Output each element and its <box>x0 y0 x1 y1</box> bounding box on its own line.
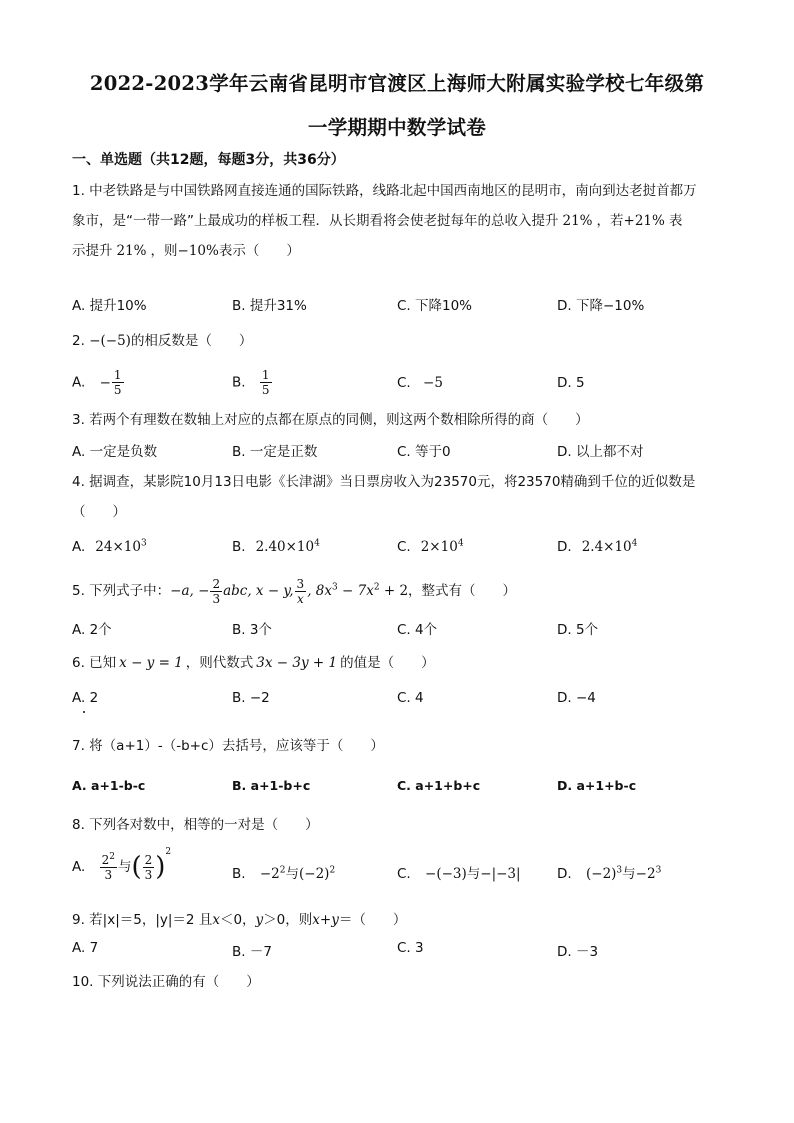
question-10: 10. 下列说法正确的有（ ） <box>72 974 260 990</box>
option-a[interactable]: A. 一定是负数 <box>72 444 158 460</box>
option-a[interactable]: A. $\frac{2^2}{3}$ 与( $\frac{2}{3}$ )$^2$ <box>72 847 172 882</box>
pct-21: 21% <box>116 243 147 259</box>
question-2-options <box>72 366 732 402</box>
option-a[interactable]: A. 7 <box>72 940 99 956</box>
question-8-options <box>72 847 732 894</box>
question-2: 2. −(−5)的相反数是（ ） <box>72 333 253 349</box>
fraction: $\frac{2}{3}$ <box>144 852 153 882</box>
option-a[interactable]: A. 提升10% <box>72 298 147 314</box>
question-4-line1: 4. 据调查，某影院10月13日电影《长津湖》当日票房收入为23570元，将23570精确到千位的近似数是 <box>72 474 696 490</box>
question-3-options <box>72 440 732 464</box>
option-c[interactable]: C. $2\times 10^4$ <box>397 538 464 555</box>
question-5-options <box>72 618 732 642</box>
option-b[interactable]: B. 提升31% <box>232 298 307 314</box>
option-d[interactable]: D. $(-2)^3$与$-2^3$ <box>557 865 662 882</box>
pct-plus-21: +21% <box>623 213 665 229</box>
fraction: $\frac{1}{5}$ <box>113 368 122 397</box>
option-c[interactable]: C. −(−3)与−|−3| <box>397 866 521 882</box>
option-b[interactable]: B. $\frac{1}{5}$ <box>232 368 270 397</box>
question-6-options <box>72 690 732 714</box>
exam-title-line2: 一学期期中数学试卷 <box>307 116 487 139</box>
option-a[interactable]: A. $24\times 10^3$ <box>72 538 147 555</box>
left-paren: ( <box>131 852 142 882</box>
question-8: 8. 下列各对数中，相等的一对是（ ） <box>72 817 319 833</box>
option-b[interactable]: B. 一定是正数 <box>232 444 318 460</box>
fraction: $\frac{2^2}{3}$ <box>101 851 115 882</box>
option-d[interactable]: D. a+1+b-c <box>557 778 637 793</box>
option-d[interactable]: D. 以上都不对 <box>557 444 644 460</box>
exam-title-line1: 2022-2023学年云南省昆明市官渡区上海师大附属实验学校七年级第 <box>89 72 705 95</box>
option-b[interactable]: B. $2.40\times 10^4$ <box>232 538 320 555</box>
option-a[interactable]: A. 2 <box>72 690 99 706</box>
option-c[interactable]: C. a+1+b+c <box>397 778 481 793</box>
pct-minus-10: −10% <box>177 243 219 259</box>
question-7: 7. 将（a+1）-（-b+c）去括号，应该等于（ ） <box>72 738 384 754</box>
question-1-line1: 1. 中老铁路是与中国铁路网直接连通的国际铁路，线路北起中国西南地区的昆明市，南向到达老挝首都万 <box>72 183 697 199</box>
question-6: 6. 已知 x − y = 1 ，则代数式 3x − 3y + 1 的值是（ ） <box>72 655 435 671</box>
option-d[interactable]: D. 5个 <box>557 622 599 638</box>
option-a[interactable]: A. − $\frac{1}{5}$ <box>72 368 122 397</box>
option-c[interactable]: C. −5 <box>397 375 443 391</box>
option-d[interactable]: D. $2.4\times 10^4$ <box>557 538 638 555</box>
question-3: 3. 若两个有理数在数轴上对应的点都在原点的同侧，则这两个数相除所得的商（ ） <box>72 412 589 428</box>
option-c[interactable]: C. 4个 <box>397 622 438 638</box>
option-d[interactable]: D. −4 <box>557 690 596 706</box>
option-c[interactable]: C. 等于0 <box>397 444 451 460</box>
option-b[interactable]: B. −2 <box>232 690 270 706</box>
question-5: 5. 下列式子中：−a, − $\frac{2}{3}$ abc, x − y, $\frac{3}{x}$ , $8x^3 - 7x^2 + 2$，整式有（ ） <box>72 576 517 606</box>
option-c[interactable]: C. 3 <box>397 940 424 956</box>
option-b[interactable]: B. $-2^2$与$(-2)^2$ <box>232 865 336 882</box>
fraction: $\frac{2}{3}$ <box>212 576 221 606</box>
question-9: 9. 若|x|＝5，|y|＝2 且x＜0，y＞0，则x+y＝（ ） <box>72 912 407 928</box>
question-4-line2: （ ） <box>72 504 126 520</box>
option-d[interactable]: D. 下降−10% <box>557 298 645 314</box>
question-1-line2: 象市，是“一带一路”上最成功的样板工程．从长期看将会使老挝每年的总收入提升 21% ，若+21% 表 <box>72 213 683 229</box>
fraction: $\frac{3}{x}$ <box>296 576 305 606</box>
question-7-options <box>72 778 732 802</box>
option-a[interactable]: A. 2个 <box>72 622 112 638</box>
fraction: $\frac{1}{5}$ <box>261 368 270 397</box>
option-d[interactable]: D. －3 <box>557 944 599 960</box>
stray-dot <box>83 711 85 713</box>
question-1-options <box>72 294 732 318</box>
section-heading: 一、单选题（共12题，每题3分，共36分） <box>72 152 345 168</box>
option-c[interactable]: C. 下降10% <box>397 298 473 314</box>
math-expression: −(−5) <box>89 333 131 349</box>
option-d[interactable]: D. 5 <box>557 375 585 391</box>
option-b[interactable]: B. a+1-b+c <box>232 778 311 793</box>
question-4-options <box>72 539 732 563</box>
question-1-line3: 示提升 21% ，则−10%表示（ ） <box>72 243 300 259</box>
option-c[interactable]: C. 4 <box>397 690 424 706</box>
pct-21: 21% <box>562 213 593 229</box>
option-b[interactable]: B. 3个 <box>232 622 272 638</box>
question-4 <box>72 467 732 527</box>
option-a[interactable]: A. a+1-b-c <box>72 778 146 793</box>
question-9-options <box>72 940 732 964</box>
question-1 <box>72 176 732 266</box>
option-b[interactable]: B. －7 <box>232 944 272 960</box>
right-paren: ) <box>155 852 166 882</box>
